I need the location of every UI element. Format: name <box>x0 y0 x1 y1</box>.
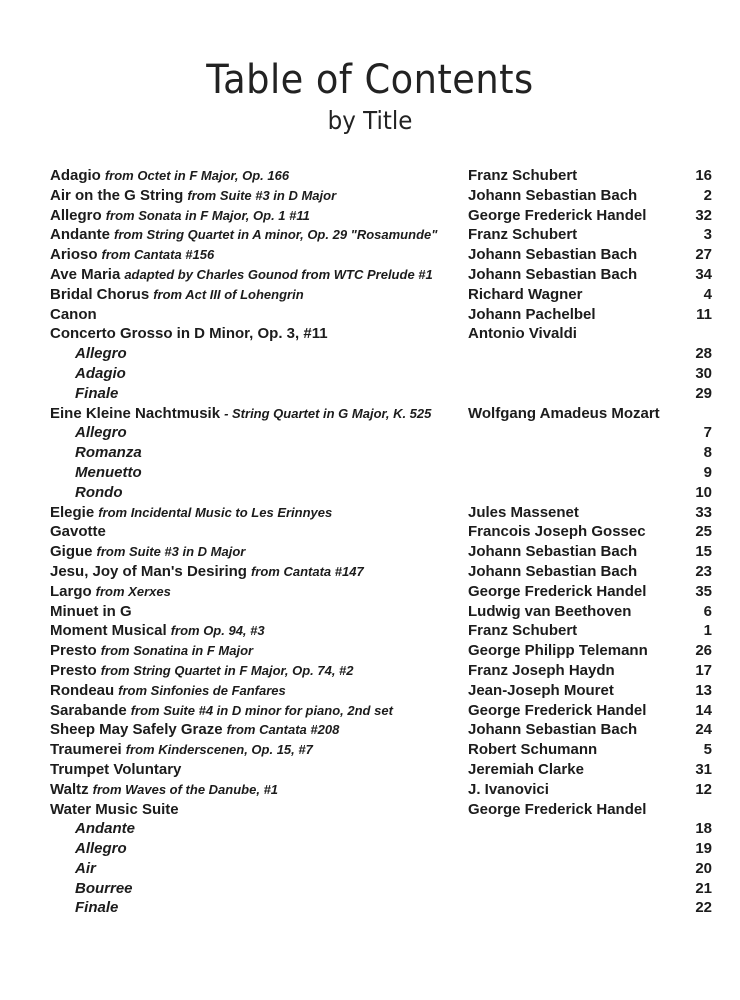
title-cell <box>50 661 468 681</box>
piece-detail: from Cantata #208 <box>226 722 340 738</box>
title-cell <box>50 780 468 800</box>
piece-title: Gigue <box>50 543 93 561</box>
composer-name: Johann Sebastian Bach <box>468 265 638 283</box>
toc-row <box>50 720 712 740</box>
toc-row <box>50 879 712 899</box>
composer-name: Jean-Joseph Mouret <box>468 681 614 699</box>
title-cell <box>50 404 468 424</box>
page-number: 32 <box>695 206 712 224</box>
piece-title: Trumpet Voluntary <box>50 760 182 778</box>
toc-row <box>50 384 712 404</box>
toc-row <box>50 780 712 800</box>
title-cell <box>50 859 468 879</box>
toc-row <box>50 681 712 701</box>
piece-detail: from Waves of the Danube, #1 <box>92 781 279 797</box>
page-number: 10 <box>695 483 712 501</box>
piece-detail: from Sonata in F Major, Op. 1 #11 <box>105 207 310 223</box>
piece-title: Adagio <box>50 167 101 184</box>
toc-row <box>50 443 712 463</box>
composer-name: Jeremiah Clarke <box>468 760 584 778</box>
toc-row <box>50 839 712 859</box>
toc-row <box>50 760 712 780</box>
composer-name: Antonio Vivaldi <box>468 325 577 343</box>
piece-title: Allegro <box>75 345 127 363</box>
page-number: 18 <box>695 820 712 838</box>
composer-name: George Frederick Handel <box>468 206 647 224</box>
toc-row <box>50 364 712 384</box>
title-cell <box>50 701 468 721</box>
title-cell <box>50 245 468 265</box>
toc-row <box>50 661 712 681</box>
title-cell <box>50 186 468 206</box>
title-cell <box>50 265 468 285</box>
page-number: 15 <box>695 543 712 561</box>
page-number: 23 <box>695 562 712 580</box>
piece-title: Menuetto <box>75 463 142 481</box>
toc-row <box>50 522 712 542</box>
page-number: 28 <box>695 345 712 363</box>
piece-title: Allegro <box>75 840 127 858</box>
piece-title: Water Music Suite <box>50 800 179 818</box>
piece-detail: from Cantata #156 <box>101 247 215 263</box>
title-cell <box>50 503 468 523</box>
piece-title: Concerto Grosso in D Minor, Op. 3, #11 <box>50 325 328 343</box>
composer-name: Franz Schubert <box>468 622 578 640</box>
page-number: 7 <box>703 424 712 442</box>
page-number: 34 <box>695 265 712 283</box>
composer-name: Franz Schubert <box>468 167 578 184</box>
piece-detail: from Octet in F Major, Op. 166 <box>104 168 290 183</box>
toc-row <box>50 463 712 483</box>
piece-title: Waltz <box>50 780 89 798</box>
title-cell <box>50 582 468 602</box>
composer-name: George Frederick Handel <box>468 582 647 600</box>
toc-row <box>50 483 712 503</box>
page-number: 27 <box>695 246 712 264</box>
piece-title: Finale <box>75 899 119 917</box>
composer-name: Richard Wagner <box>468 285 583 303</box>
title-cell <box>50 602 468 622</box>
composer-name: J. Ivanovici <box>468 780 549 798</box>
piece-detail: from Suite #4 in D minor for piano, 2nd set <box>130 702 393 718</box>
title-cell <box>50 800 468 820</box>
toc-row <box>50 423 712 443</box>
title-cell <box>50 740 468 760</box>
piece-title: Minuet in G <box>50 602 132 620</box>
piece-title: Andante <box>75 820 135 838</box>
title-cell <box>50 898 468 918</box>
toc-row <box>50 859 712 879</box>
title-cell <box>50 463 468 483</box>
toc-row <box>50 344 712 364</box>
piece-detail: from Xerxes <box>95 583 171 599</box>
composer-name: Johann Sebastian Bach <box>468 562 638 580</box>
toc-row <box>50 404 712 424</box>
toc-list <box>50 166 712 918</box>
piece-title: Allegro <box>50 206 102 224</box>
piece-detail: from Act III of Lohengrin <box>153 286 304 302</box>
composer-name: Johann Sebastian Bach <box>468 543 638 561</box>
piece-title: Sheep May Safely Graze <box>50 721 223 739</box>
page-number: 5 <box>703 741 712 759</box>
piece-title: Finale <box>75 384 119 402</box>
piece-title: Traumerei <box>50 741 122 759</box>
page-number: 35 <box>695 582 712 600</box>
toc-row <box>50 898 712 918</box>
toc-row <box>50 701 712 721</box>
piece-title: Rondeau <box>50 681 115 699</box>
piece-detail: - String Quartet in G Major, K. 525 <box>224 405 432 421</box>
page-number: 8 <box>703 444 712 462</box>
title-cell <box>50 285 468 305</box>
toc-row <box>50 324 712 344</box>
page-number: 2 <box>703 186 712 204</box>
toc-row <box>50 285 712 305</box>
title-cell <box>50 641 468 661</box>
piece-detail: from String Quartet in F Major, Op. 74, #2 <box>100 662 354 678</box>
composer-name: Franz Schubert <box>468 226 578 244</box>
title-cell <box>50 720 468 740</box>
page-number: 1 <box>703 622 712 640</box>
title-cell <box>50 423 468 443</box>
toc-row <box>50 206 712 226</box>
toc-row <box>50 186 712 206</box>
page-number: 16 <box>695 167 712 184</box>
page-number: 14 <box>695 701 712 719</box>
piece-title: Air <box>75 859 96 877</box>
piece-detail: from Cantata #147 <box>250 563 364 579</box>
piece-title: Jesu, Joy of Man's Desiring <box>50 562 247 580</box>
page-number: 20 <box>695 859 712 877</box>
title-cell <box>50 681 468 701</box>
title-cell <box>50 760 468 780</box>
piece-title: Presto <box>50 642 97 660</box>
title-cell <box>50 542 468 562</box>
toc-row <box>50 265 712 285</box>
composer-name: Ludwig van Beethoven <box>468 602 632 620</box>
page-number: 22 <box>695 899 712 917</box>
composer-name: George Philipp Telemann <box>468 642 648 660</box>
piece-title: Adagio <box>75 364 126 382</box>
title-cell <box>50 621 468 641</box>
piece-title: Air on the G String <box>50 186 184 204</box>
piece-title: Ave Maria <box>50 265 121 283</box>
title-cell <box>50 443 468 463</box>
piece-detail: from Suite #3 in D Major <box>96 544 246 560</box>
piece-title: Gavotte <box>50 523 106 541</box>
page-number: 29 <box>695 384 712 402</box>
page-number: 17 <box>695 661 712 679</box>
piece-detail: from Op. 94, #3 <box>170 623 265 639</box>
piece-detail: from String Quartet in A minor, Op. 29 "Rosamunde" <box>114 227 438 243</box>
page-number: 12 <box>695 780 712 798</box>
toc-row <box>50 503 712 523</box>
composer-name: Johann Sebastian Bach <box>468 186 638 204</box>
piece-detail: from Incidental Music to Les Erinnyes <box>98 504 333 520</box>
title-cell <box>50 879 468 899</box>
piece-detail: from Kinderscenen, Op. 15, #7 <box>125 742 313 758</box>
title-cell <box>50 384 468 404</box>
toc-row <box>50 166 712 186</box>
toc-row <box>50 305 712 325</box>
composer-name: Johann Pachelbel <box>468 305 596 323</box>
piece-title: Canon <box>50 305 97 323</box>
title-cell <box>50 344 468 364</box>
piece-title: Presto <box>50 661 97 679</box>
title-cell <box>50 522 468 542</box>
page-number: 24 <box>695 721 712 739</box>
piece-title: Rondo <box>75 483 123 501</box>
title-cell <box>50 225 468 245</box>
piece-title: Largo <box>50 582 92 600</box>
toc-row <box>50 602 712 622</box>
piece-title: Bridal Chorus <box>50 285 150 303</box>
page-number: 31 <box>695 760 712 778</box>
piece-title: Sarabande <box>50 701 127 719</box>
piece-title: Moment Musical <box>50 622 167 640</box>
title-cell <box>50 819 468 839</box>
composer-name: Jules Massenet <box>468 503 579 521</box>
title-cell <box>50 364 468 384</box>
piece-title: Romanza <box>75 444 142 462</box>
title-cell <box>50 324 468 344</box>
composer-name: Johann Sebastian Bach <box>468 721 638 739</box>
toc-row <box>50 800 712 820</box>
composer-name: Francois Joseph Gossec <box>468 523 646 541</box>
page-header <box>0 58 740 135</box>
title-cell <box>50 562 468 582</box>
composer-name: George Frederick Handel <box>468 800 647 818</box>
page-number: 13 <box>695 681 712 699</box>
piece-title: Eine Kleine Nachtmusik <box>50 404 221 422</box>
page-number: 33 <box>695 503 712 521</box>
page-number: 3 <box>703 226 712 244</box>
piece-title: Arioso <box>50 246 98 264</box>
page-title: Table of Contents <box>206 57 534 103</box>
page-number: 11 <box>696 305 712 323</box>
piece-title: Allegro <box>75 424 127 442</box>
page-number: 9 <box>703 463 712 481</box>
page-number: 21 <box>695 879 712 897</box>
composer-name: Wolfgang Amadeus Mozart <box>468 404 660 422</box>
piece-detail: from Sinfonies de Fanfares <box>118 682 286 698</box>
piece-title: Andante <box>50 226 110 244</box>
title-cell <box>50 839 468 859</box>
toc-row <box>50 562 712 582</box>
title-cell <box>50 206 468 226</box>
title-cell <box>50 305 468 325</box>
toc-row <box>50 245 712 265</box>
toc-row <box>50 740 712 760</box>
page-number: 30 <box>695 364 712 382</box>
toc-row <box>50 582 712 602</box>
composer-name: Robert Schumann <box>468 741 598 759</box>
page-subtitle: by Title <box>327 106 413 135</box>
piece-detail: from Sonatina in F Major <box>100 643 254 659</box>
composer-name: Franz Joseph Haydn <box>468 661 615 679</box>
piece-detail: from Suite #3 in D Major <box>187 187 337 203</box>
toc-row <box>50 621 712 641</box>
composer-name: Johann Sebastian Bach <box>468 246 638 264</box>
piece-detail: adapted by Charles Gounod from WTC Prelude #1 <box>124 266 433 282</box>
page-number: 26 <box>695 642 712 660</box>
page-number: 25 <box>695 523 712 541</box>
page-number: 6 <box>703 602 712 620</box>
title-cell <box>50 166 468 186</box>
toc-row <box>50 641 712 661</box>
page-number: 19 <box>695 840 712 858</box>
piece-title: Elegie <box>50 503 95 521</box>
composer-name: George Frederick Handel <box>468 701 647 719</box>
title-cell <box>50 483 468 503</box>
toc-row <box>50 542 712 562</box>
piece-title: Bourree <box>75 879 133 897</box>
toc-row <box>50 225 712 245</box>
toc-row <box>50 819 712 839</box>
page-number: 4 <box>703 285 712 303</box>
